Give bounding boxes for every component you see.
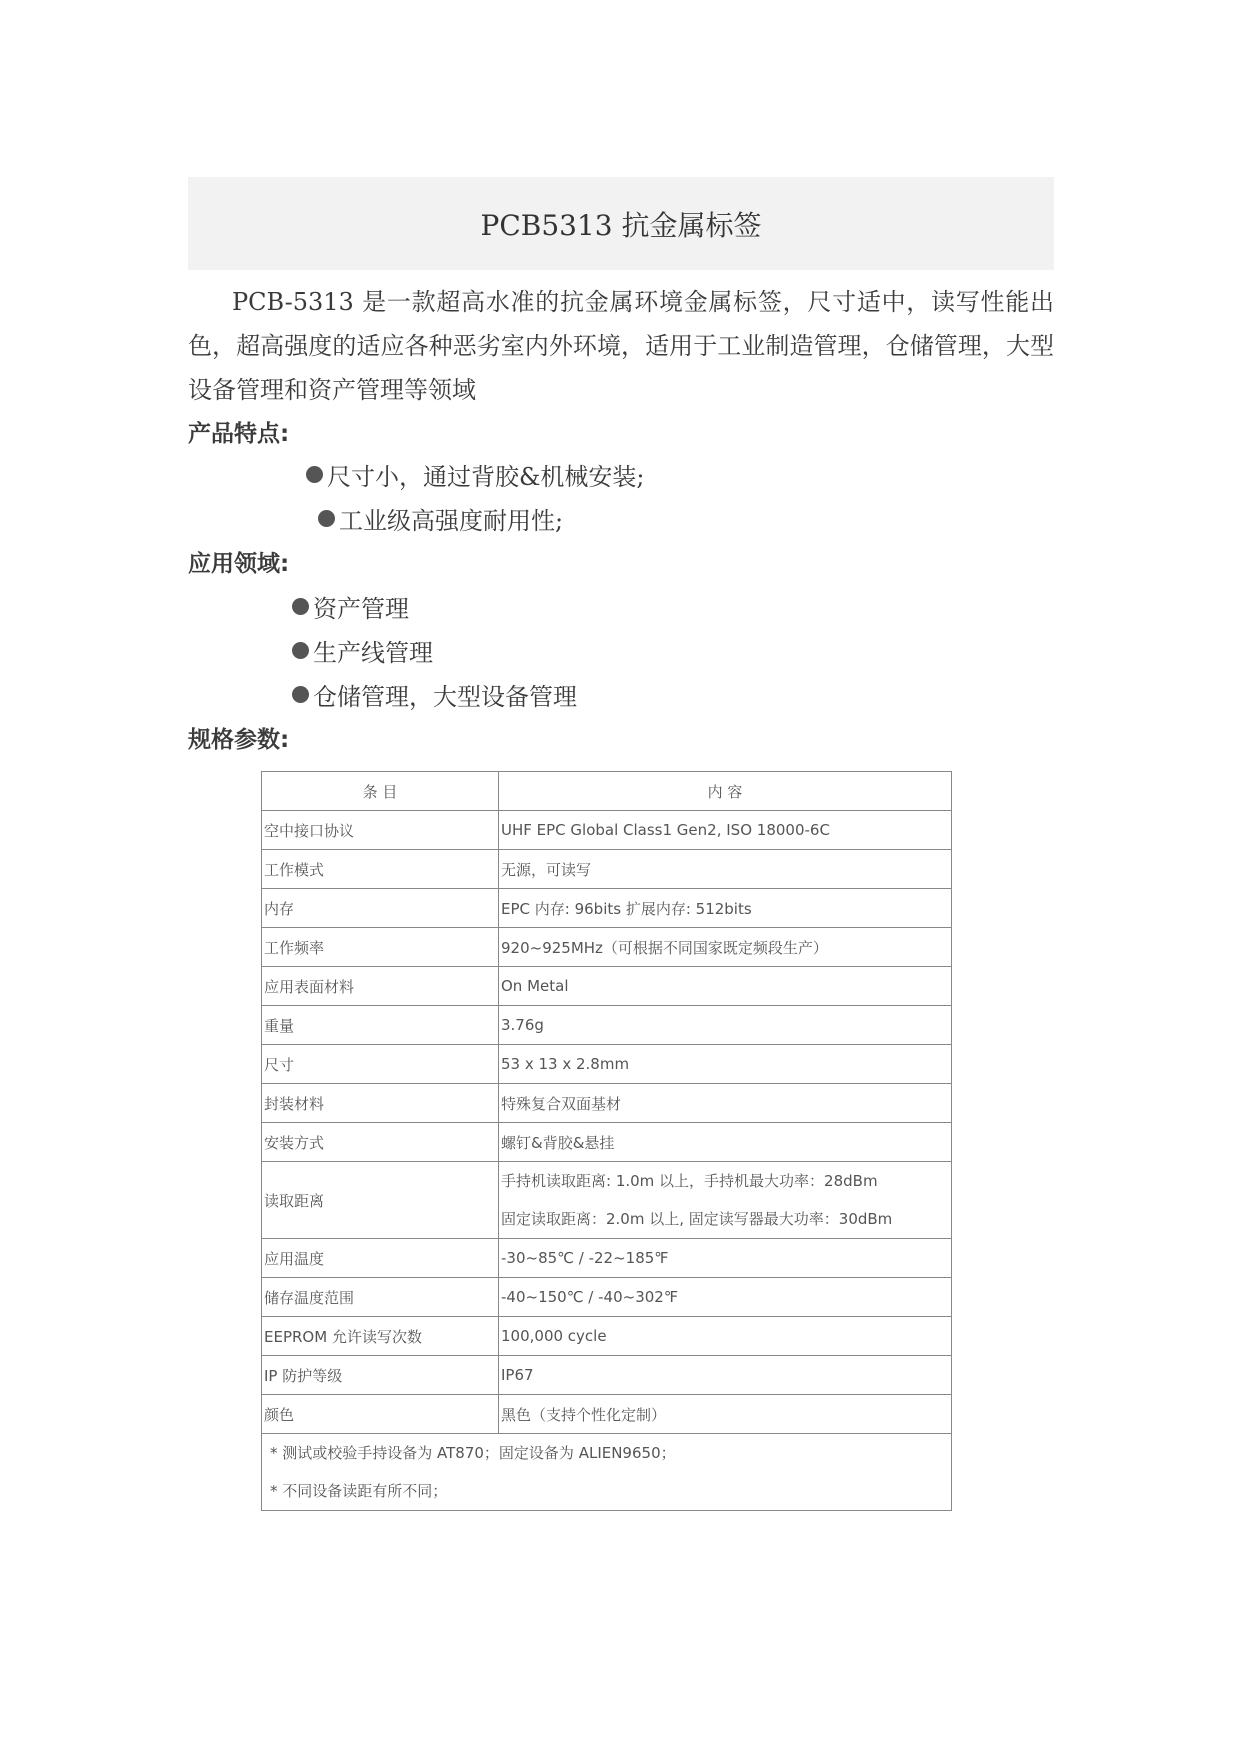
table-note: * 测试或校验手持设备为 AT870；固定设备为 ALIEN9650； bbox=[270, 1444, 676, 1462]
table-row bbox=[262, 1084, 952, 1123]
table-row bbox=[262, 1356, 952, 1395]
spec-key: 工作频率 bbox=[262, 928, 499, 967]
table-row bbox=[262, 889, 952, 928]
spec-value: On Metal bbox=[499, 967, 952, 1006]
column-header-item: 条 目 bbox=[262, 772, 499, 811]
spec-key: 安装方式 bbox=[262, 1123, 499, 1162]
table-row bbox=[262, 1162, 952, 1239]
spec-value: IP67 bbox=[499, 1356, 952, 1395]
table-row bbox=[262, 1278, 952, 1317]
spec-key: 读取距离 bbox=[262, 1162, 499, 1239]
page-title: PCB5313 抗金属标签 bbox=[480, 208, 762, 242]
spec-key: 应用温度 bbox=[262, 1239, 499, 1278]
spec-key: IP 防护等级 bbox=[262, 1356, 499, 1395]
table-row bbox=[262, 1123, 952, 1162]
table-row bbox=[262, 1395, 952, 1434]
feature-item-text: 工业级高强度耐用性; bbox=[339, 507, 564, 535]
spec-value: 920~925MHz（可根据不同国家既定频段生产） bbox=[499, 928, 952, 967]
table-note: * 不同设备读距有所不同； bbox=[270, 1482, 448, 1500]
spec-key: 封装材料 bbox=[262, 1084, 499, 1123]
table-row bbox=[262, 1239, 952, 1278]
table-notes-row bbox=[262, 1434, 952, 1511]
spec-value: 无源，可读写 bbox=[499, 850, 952, 889]
table-row bbox=[262, 1006, 952, 1045]
application-item bbox=[292, 633, 433, 668]
spec-value-line: 固定读取距离：2.0m 以上, 固定读写器最大功率：30dBm bbox=[501, 1210, 893, 1228]
application-item-text: 仓储管理，大型设备管理 bbox=[313, 683, 577, 711]
spec-key: 重量 bbox=[262, 1006, 499, 1045]
specs-heading: 规格参数: bbox=[188, 727, 290, 753]
spec-key: 工作模式 bbox=[262, 850, 499, 889]
table-notes bbox=[262, 1434, 952, 1511]
bullet-dot-icon bbox=[318, 510, 335, 527]
spec-value: EPC 内存: 96bits 扩展内存: 512bits bbox=[499, 889, 952, 928]
spec-value-line: 手持机读取距离: 1.0m 以上，手持机最大功率：28dBm bbox=[501, 1172, 878, 1190]
spec-value: 螺钉&背胶&悬挂 bbox=[499, 1123, 952, 1162]
application-item bbox=[292, 677, 577, 712]
spec-value: 53 x 13 x 2.8mm bbox=[499, 1045, 952, 1084]
features-heading: 产品特点: bbox=[188, 421, 290, 447]
spec-key: 颜色 bbox=[262, 1395, 499, 1434]
spec-key: 尺寸 bbox=[262, 1045, 499, 1084]
spec-value: -40~150℃ / -40~302℉ bbox=[499, 1278, 952, 1317]
table-header-row bbox=[262, 772, 952, 811]
spec-value-multiline bbox=[499, 1162, 952, 1239]
intro-paragraph: PCB-5313 是一款超高水准的抗金属环境金属标签，尺寸适中，读写性能出色，超高强度的适应各种恶劣室内外环境，适用于工业制造管理，仓储管理，大型设备管理和资产管理等领域 bbox=[188, 288, 1054, 404]
table-row bbox=[262, 967, 952, 1006]
spec-value: UHF EPC Global Class1 Gen2, ISO 18000-6C bbox=[499, 811, 952, 850]
table-row bbox=[262, 811, 952, 850]
application-item-text: 生产线管理 bbox=[313, 639, 433, 667]
bullet-dot-icon bbox=[306, 466, 323, 483]
feature-item bbox=[318, 501, 563, 536]
bullet-dot-icon bbox=[292, 642, 309, 659]
application-item-text: 资产管理 bbox=[313, 595, 409, 623]
column-header-content: 内 容 bbox=[499, 772, 952, 811]
spec-key: 空中接口协议 bbox=[262, 811, 499, 850]
spec-value: -30~85℃ / -22~185℉ bbox=[499, 1239, 952, 1278]
spec-value: 黑色（支持个性化定制） bbox=[499, 1395, 952, 1434]
table-row bbox=[262, 850, 952, 889]
table-row bbox=[262, 1317, 952, 1356]
spec-value: 3.76g bbox=[499, 1006, 952, 1045]
spec-key: 应用表面材料 bbox=[262, 967, 499, 1006]
spec-value: 100,000 cycle bbox=[499, 1317, 952, 1356]
application-item bbox=[292, 589, 409, 624]
spec-value: 特殊复合双面基材 bbox=[499, 1084, 952, 1123]
bullet-dot-icon bbox=[292, 598, 309, 615]
feature-item bbox=[306, 457, 644, 492]
spec-key: 内存 bbox=[262, 889, 499, 928]
table-row bbox=[262, 1045, 952, 1084]
title-banner bbox=[188, 177, 1054, 270]
table-row bbox=[262, 928, 952, 967]
bullet-dot-icon bbox=[292, 686, 309, 703]
spec-table bbox=[261, 771, 952, 1511]
feature-item-text: 尺寸小，通过背胶&机械安装; bbox=[327, 463, 645, 491]
spec-key: 储存温度范围 bbox=[262, 1278, 499, 1317]
applications-heading: 应用领域: bbox=[188, 551, 290, 577]
spec-key: EEPROM 允许读写次数 bbox=[262, 1317, 499, 1356]
